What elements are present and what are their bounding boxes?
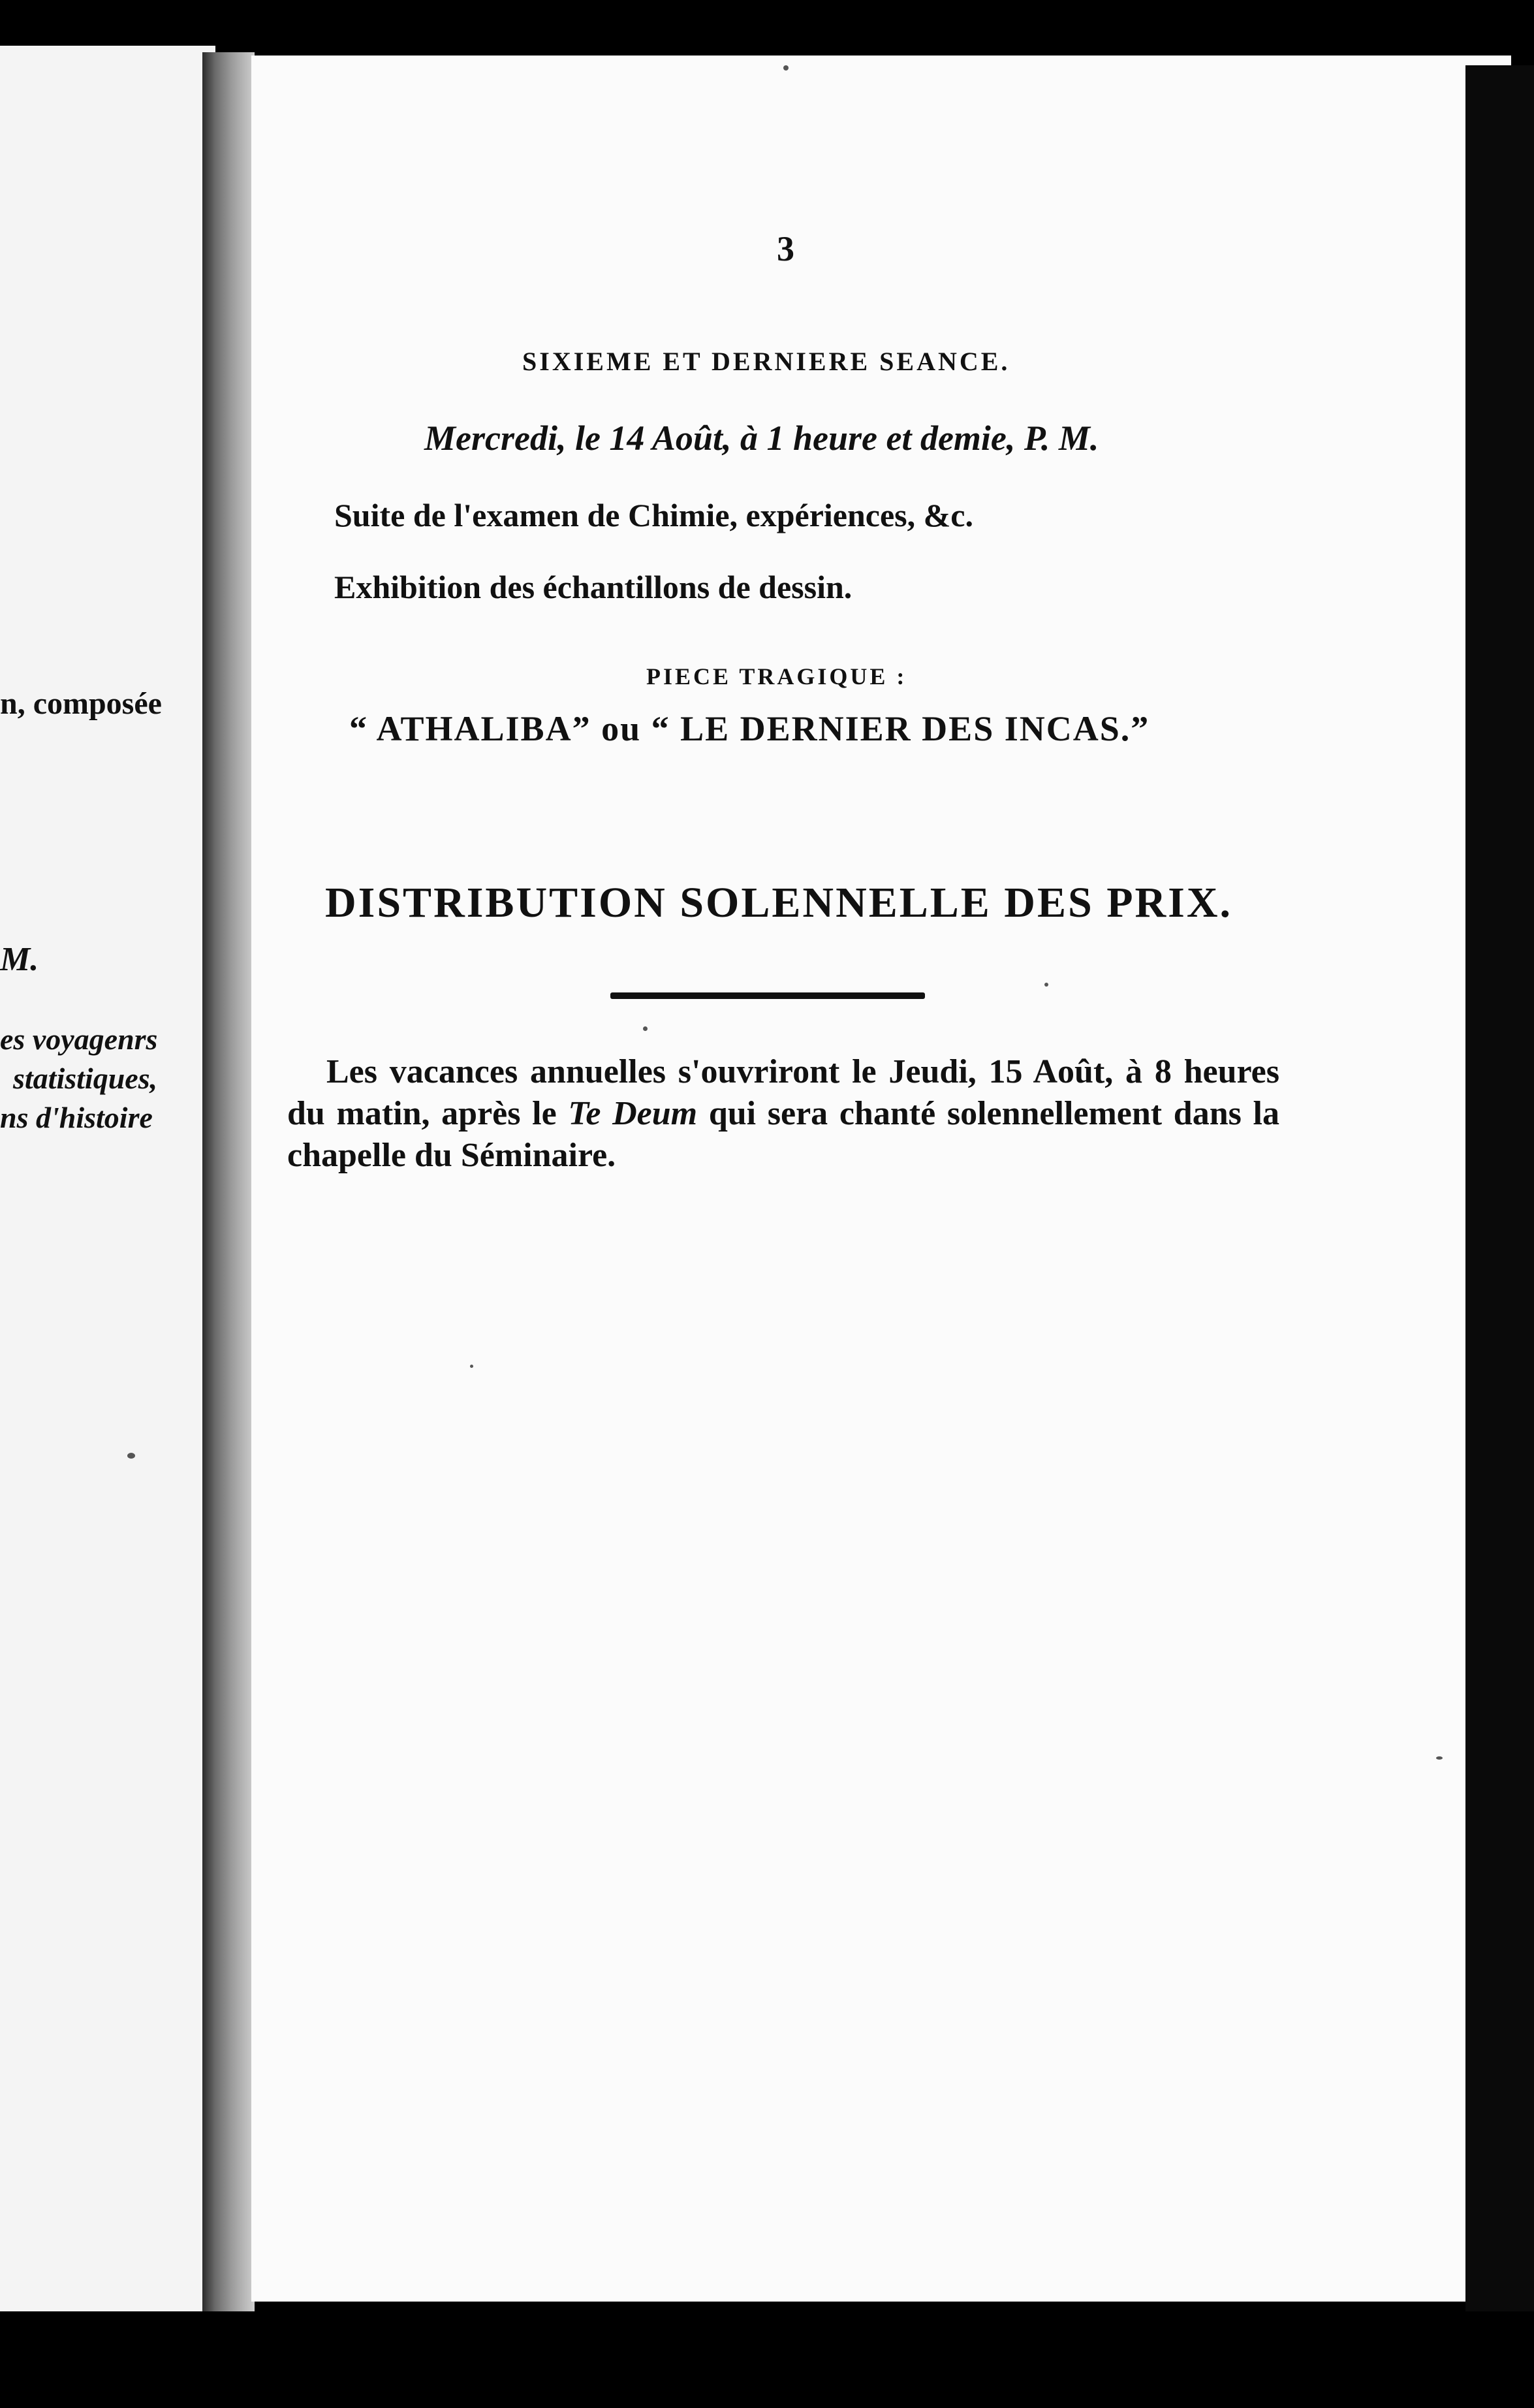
- piece-title: “ ATHALIBA” ou “ LE DERNIER DES INCAS.”: [349, 709, 1150, 748]
- speck: [1436, 1756, 1443, 1760]
- te-deum-text: Te Deum: [568, 1095, 698, 1132]
- speck: [643, 1026, 648, 1031]
- distribution-heading: DISTRIBUTION SOLENNELLE DES PRIX.: [325, 879, 1233, 927]
- piece-label: PIECE TRAGIQUE :: [646, 663, 907, 689]
- vacation-paragraph: [287, 1051, 1279, 1177]
- section-rule: [610, 992, 925, 999]
- program-item-chemistry: Suite de l'examen de Chimie, expériences, &c.: [334, 497, 973, 533]
- left-page-line-5: ns d'histoire: [0, 1101, 153, 1134]
- speck: [783, 65, 789, 71]
- previous-page-edge: [0, 46, 215, 2311]
- left-page-line-3: es voyagenrs: [0, 1022, 158, 1056]
- left-page-line-2: M.: [0, 941, 39, 978]
- speck: [127, 1453, 135, 1459]
- left-page-line-1: n, composée: [0, 686, 162, 721]
- session-title: SIXIEME ET DERNIERE SEANCE.: [522, 347, 1010, 376]
- session-date: Mercredi, le 14 Août, à 1 heure et demie, P. M.: [424, 419, 1099, 458]
- right-page-edge: [1465, 65, 1534, 2311]
- paragraph-text-2: qui sera chanté solennellement dans la chapelle du Séminaire.: [287, 1095, 1279, 1174]
- page-number: 3: [777, 229, 794, 268]
- program-item-drawing: Exhibition des échantillons de dessin.: [334, 569, 853, 605]
- page-gutter: [202, 52, 255, 2311]
- speck: [1044, 983, 1048, 987]
- main-page: [251, 55, 1511, 2302]
- paragraph-text-1: Les vacances annuelles s'ouvriront le Jeudi, 15 Août, à 8 heures du matin, après le: [287, 1053, 1279, 1132]
- left-page-line-4: statistiques,: [13, 1062, 158, 1095]
- speck: [470, 1365, 473, 1368]
